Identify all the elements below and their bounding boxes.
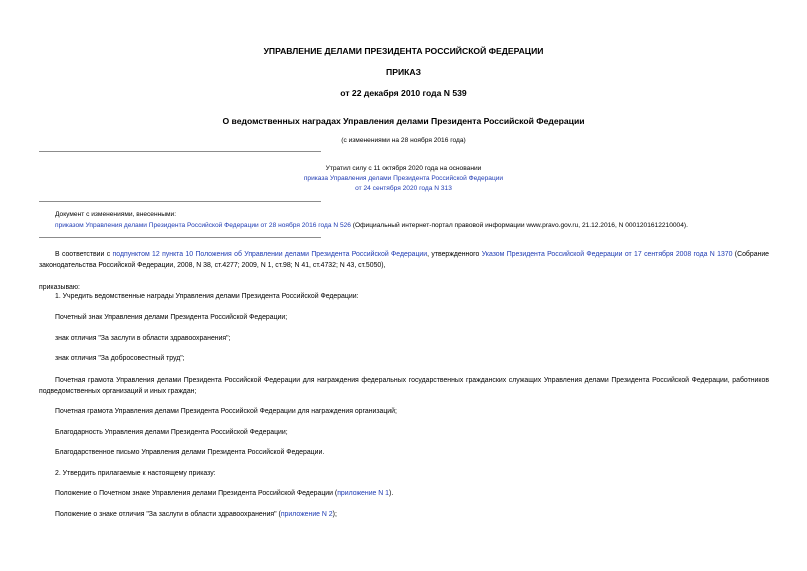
- item-text: Положение о Почетном знаке Управления делами Президента Российской Федерации (: [55, 490, 338, 497]
- list-item: знак отличия "За добросовестный труд";: [55, 355, 185, 362]
- changes-label: Документ с изменениями, внесенными:: [55, 211, 177, 218]
- list-item: [55, 510, 337, 520]
- date-number-heading: от 22 декабря 2010 года N 539: [340, 88, 467, 98]
- item-text: Положение о знаке отличия "За заслуги в области здравоохранения" (: [55, 511, 281, 518]
- document-title: О ведомственных наградах Управления делами Президента Российской Федерации: [222, 116, 585, 126]
- divider: [39, 237, 321, 238]
- item-text: );: [332, 511, 337, 518]
- doc-type-heading: ПРИКАЗ: [386, 67, 421, 77]
- list-item: 2. Утвердить прилагаемые к настоящему приказу:: [55, 470, 216, 477]
- appendix-1-link[interactable]: приложение N 1: [337, 490, 390, 497]
- preamble-text: В соответствии с: [55, 251, 113, 258]
- amendments-note: (с изменениями на 28 ноября 2016 года): [341, 137, 466, 144]
- preamble-paragraph: [39, 250, 769, 271]
- list-item: Почетная грамота Управления делами Президента Российской Федерации для награждения федеральных государственных гражданских служащих Управления делами Президента Российской Федерации, работников подведомственных организаций и иных граждан;: [39, 377, 769, 395]
- appendix-2-link[interactable]: приложение N 2: [280, 511, 333, 518]
- divider: [39, 151, 321, 152]
- changes-line: [55, 221, 688, 231]
- order-word: приказываю:: [39, 284, 80, 291]
- item-text: ).: [389, 490, 394, 497]
- list-item: Почетный знак Управления делами Президента Российской Федерации;: [55, 314, 288, 321]
- preamble-text: , утвержденного: [427, 251, 482, 258]
- repeal-order-link[interactable]: приказа Управления делами Президента Российской Федерации: [303, 175, 504, 182]
- repeal-order-date-link[interactable]: от 24 сентября 2020 года N 313: [355, 185, 452, 192]
- list-item: 1. Учредить ведомственные награды Управления делами Президента Российской Федерации:: [55, 293, 359, 300]
- list-item: Благодарность Управления делами Президента Российской Федерации;: [55, 429, 288, 436]
- changes-order-link[interactable]: приказом Управления делами Президента Российской Федерации от 28 ноября 2016 года N 526: [55, 222, 351, 229]
- preamble-text: (Собрание законодательства Российской Федерации, 2008, N 38, ст.4277; 2009, N 1, ст.98; N 41, ст.4732; N 43, ст.5050),: [39, 251, 770, 269]
- list-item: знак отличия "За заслуги в области здравоохранения";: [55, 335, 231, 342]
- regulation-link[interactable]: подпунктом 12 пункта 10 Положения об Управлении делами Президента Российской Федерации: [112, 251, 428, 258]
- list-item: Благодарственное письмо Управления делами Президента Российской Федерации.: [55, 449, 325, 456]
- divider: [39, 201, 321, 202]
- list-item: [55, 489, 393, 499]
- changes-source: (Официальный интернет-портал правовой информации www.pravo.gov.ru, 21.12.2016, N 0001201612210004).: [350, 222, 688, 229]
- list-item: Почетная грамота Управления делами Президента Российской Федерации для награждения организаций;: [55, 408, 397, 415]
- agency-heading: УПРАВЛЕНИЕ ДЕЛАМИ ПРЕЗИДЕНТА РОССИЙСКОЙ ФЕДЕРАЦИИ: [263, 46, 544, 56]
- decree-link[interactable]: Указом Президента Российской Федерации от 17 сентября 2008 года N 1370: [481, 251, 733, 258]
- status-line: Утратил силу с 11 октября 2020 года на основании: [325, 165, 482, 172]
